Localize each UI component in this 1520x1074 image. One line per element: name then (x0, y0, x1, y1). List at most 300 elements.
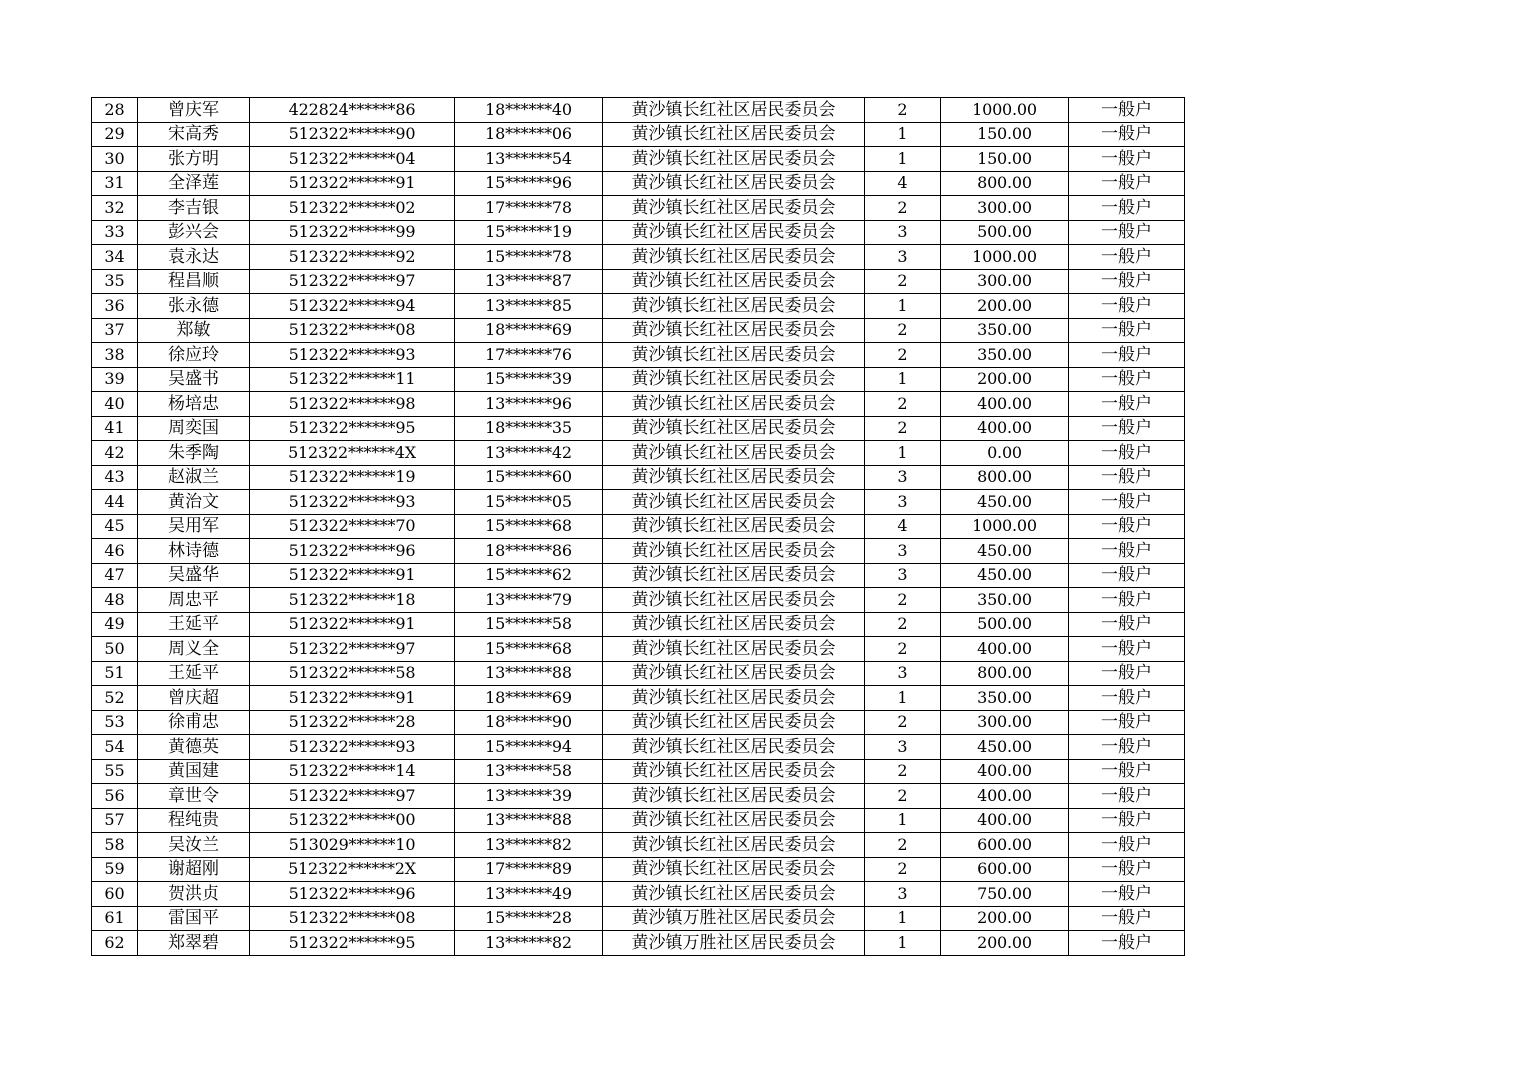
table-row (92, 392, 1185, 417)
table-row (92, 196, 1185, 221)
cell-row-number: 62 (92, 931, 138, 956)
cell-persons: 3 (865, 220, 941, 245)
cell-household-type: 一般户 (1069, 612, 1185, 637)
cell-row-number: 34 (92, 245, 138, 270)
cell-name: 周义全 (138, 637, 250, 662)
cell-id-number: 512322******58 (250, 661, 455, 686)
cell-name: 吴汝兰 (138, 833, 250, 858)
table-row (92, 220, 1185, 245)
cell-row-number: 33 (92, 220, 138, 245)
cell-household-type: 一般户 (1069, 367, 1185, 392)
cell-amount: 450.00 (941, 735, 1069, 760)
table-row (92, 784, 1185, 809)
cell-id-number: 512322******11 (250, 367, 455, 392)
cell-amount: 300.00 (941, 710, 1069, 735)
cell-name: 张方明 (138, 147, 250, 172)
cell-name: 程纯贵 (138, 808, 250, 833)
cell-id-number: 512322******91 (250, 563, 455, 588)
cell-phone: 15******68 (455, 637, 603, 662)
cell-id-number: 512322******93 (250, 490, 455, 515)
cell-household-type: 一般户 (1069, 906, 1185, 931)
cell-id-number: 512322******14 (250, 759, 455, 784)
cell-persons: 2 (865, 416, 941, 441)
cell-name: 王延平 (138, 612, 250, 637)
table-row (92, 465, 1185, 490)
cell-unit: 黄沙镇长红社区居民委员会 (603, 514, 865, 539)
cell-amount: 800.00 (941, 465, 1069, 490)
cell-persons: 2 (865, 759, 941, 784)
cell-name: 郑敏 (138, 318, 250, 343)
cell-unit: 黄沙镇长红社区居民委员会 (603, 784, 865, 809)
cell-phone: 13******79 (455, 588, 603, 613)
cell-id-number: 512322******95 (250, 416, 455, 441)
cell-phone: 18******86 (455, 539, 603, 564)
cell-persons: 1 (865, 906, 941, 931)
table-row (92, 416, 1185, 441)
cell-persons: 1 (865, 294, 941, 319)
cell-household-type: 一般户 (1069, 318, 1185, 343)
cell-amount: 400.00 (941, 416, 1069, 441)
cell-amount: 350.00 (941, 588, 1069, 613)
cell-amount: 400.00 (941, 392, 1069, 417)
table-row (92, 441, 1185, 466)
cell-phone: 13******96 (455, 392, 603, 417)
cell-persons: 2 (865, 637, 941, 662)
cell-id-number: 512322******4X (250, 441, 455, 466)
cell-id-number: 512322******94 (250, 294, 455, 319)
cell-name: 杨培忠 (138, 392, 250, 417)
cell-row-number: 60 (92, 882, 138, 907)
cell-name: 贺洪贞 (138, 882, 250, 907)
cell-persons: 1 (865, 808, 941, 833)
cell-persons: 3 (865, 465, 941, 490)
table-row (92, 833, 1185, 858)
cell-name: 周忠平 (138, 588, 250, 613)
cell-household-type: 一般户 (1069, 857, 1185, 882)
cell-persons: 2 (865, 588, 941, 613)
cell-persons: 4 (865, 171, 941, 196)
cell-amount: 500.00 (941, 612, 1069, 637)
cell-id-number: 512322******99 (250, 220, 455, 245)
cell-household-type: 一般户 (1069, 220, 1185, 245)
cell-persons: 3 (865, 245, 941, 270)
cell-row-number: 61 (92, 906, 138, 931)
cell-unit: 黄沙镇长红社区居民委员会 (603, 122, 865, 147)
cell-name: 谢超刚 (138, 857, 250, 882)
cell-name: 袁永达 (138, 245, 250, 270)
cell-persons: 2 (865, 612, 941, 637)
cell-phone: 17******89 (455, 857, 603, 882)
cell-unit: 黄沙镇长红社区居民委员会 (603, 220, 865, 245)
cell-household-type: 一般户 (1069, 931, 1185, 956)
table-row (92, 857, 1185, 882)
table-row (92, 269, 1185, 294)
cell-phone: 15******58 (455, 612, 603, 637)
cell-unit: 黄沙镇长红社区居民委员会 (603, 318, 865, 343)
cell-phone: 15******39 (455, 367, 603, 392)
table-row (92, 318, 1185, 343)
table-row (92, 612, 1185, 637)
cell-row-number: 51 (92, 661, 138, 686)
cell-phone: 15******94 (455, 735, 603, 760)
cell-amount: 800.00 (941, 171, 1069, 196)
cell-persons: 4 (865, 514, 941, 539)
cell-id-number: 512322******04 (250, 147, 455, 172)
table-row (92, 98, 1185, 123)
cell-amount: 300.00 (941, 196, 1069, 221)
table-row (92, 759, 1185, 784)
cell-id-number: 512322******93 (250, 735, 455, 760)
cell-id-number: 512322******90 (250, 122, 455, 147)
household-table (91, 97, 1185, 956)
table-row (92, 294, 1185, 319)
cell-unit: 黄沙镇长红社区居民委员会 (603, 196, 865, 221)
cell-row-number: 28 (92, 98, 138, 123)
cell-row-number: 37 (92, 318, 138, 343)
cell-row-number: 31 (92, 171, 138, 196)
cell-household-type: 一般户 (1069, 122, 1185, 147)
cell-household-type: 一般户 (1069, 441, 1185, 466)
cell-amount: 200.00 (941, 931, 1069, 956)
cell-name: 郑翠碧 (138, 931, 250, 956)
cell-id-number: 512322******28 (250, 710, 455, 735)
cell-amount: 350.00 (941, 686, 1069, 711)
cell-name: 吴盛华 (138, 563, 250, 588)
cell-household-type: 一般户 (1069, 882, 1185, 907)
cell-phone: 13******87 (455, 269, 603, 294)
table-row (92, 882, 1185, 907)
cell-unit: 黄沙镇长红社区居民委员会 (603, 490, 865, 515)
cell-unit: 黄沙镇长红社区居民委员会 (603, 563, 865, 588)
table-row (92, 490, 1185, 515)
cell-name: 吴用军 (138, 514, 250, 539)
cell-id-number: 512322******70 (250, 514, 455, 539)
cell-unit: 黄沙镇长红社区居民委员会 (603, 882, 865, 907)
cell-unit: 黄沙镇长红社区居民委员会 (603, 245, 865, 270)
cell-persons: 3 (865, 539, 941, 564)
cell-persons: 2 (865, 269, 941, 294)
cell-unit: 黄沙镇长红社区居民委员会 (603, 98, 865, 123)
cell-household-type: 一般户 (1069, 294, 1185, 319)
cell-name: 程昌顺 (138, 269, 250, 294)
cell-phone: 17******78 (455, 196, 603, 221)
table-row (92, 710, 1185, 735)
cell-name: 王延平 (138, 661, 250, 686)
cell-persons: 2 (865, 710, 941, 735)
cell-unit: 黄沙镇长红社区居民委员会 (603, 759, 865, 784)
cell-phone: 18******90 (455, 710, 603, 735)
cell-amount: 400.00 (941, 637, 1069, 662)
table-row (92, 808, 1185, 833)
cell-amount: 450.00 (941, 563, 1069, 588)
table-row (92, 906, 1185, 931)
cell-household-type: 一般户 (1069, 269, 1185, 294)
table-row (92, 661, 1185, 686)
cell-row-number: 53 (92, 710, 138, 735)
cell-unit: 黄沙镇长红社区居民委员会 (603, 857, 865, 882)
cell-amount: 400.00 (941, 808, 1069, 833)
cell-household-type: 一般户 (1069, 759, 1185, 784)
cell-name: 彭兴会 (138, 220, 250, 245)
cell-phone: 18******06 (455, 122, 603, 147)
cell-persons: 2 (865, 392, 941, 417)
cell-household-type: 一般户 (1069, 710, 1185, 735)
cell-id-number: 512322******97 (250, 784, 455, 809)
cell-name: 吴盛书 (138, 367, 250, 392)
cell-name: 黄治文 (138, 490, 250, 515)
cell-name: 林诗德 (138, 539, 250, 564)
cell-row-number: 54 (92, 735, 138, 760)
cell-persons: 2 (865, 857, 941, 882)
cell-unit: 黄沙镇长红社区居民委员会 (603, 686, 865, 711)
cell-amount: 1000.00 (941, 98, 1069, 123)
cell-row-number: 29 (92, 122, 138, 147)
table-row (92, 637, 1185, 662)
cell-name: 周奕国 (138, 416, 250, 441)
cell-row-number: 44 (92, 490, 138, 515)
cell-amount: 450.00 (941, 539, 1069, 564)
cell-persons: 2 (865, 343, 941, 368)
cell-phone: 13******82 (455, 833, 603, 858)
cell-amount: 350.00 (941, 318, 1069, 343)
cell-phone: 15******05 (455, 490, 603, 515)
cell-phone: 13******88 (455, 808, 603, 833)
cell-phone: 18******40 (455, 98, 603, 123)
cell-id-number: 512322******96 (250, 539, 455, 564)
cell-phone: 18******69 (455, 686, 603, 711)
cell-row-number: 36 (92, 294, 138, 319)
cell-unit: 黄沙镇长红社区居民委员会 (603, 710, 865, 735)
cell-row-number: 42 (92, 441, 138, 466)
cell-persons: 2 (865, 784, 941, 809)
cell-row-number: 45 (92, 514, 138, 539)
table-row (92, 122, 1185, 147)
cell-unit: 黄沙镇长红社区居民委员会 (603, 465, 865, 490)
table-row (92, 735, 1185, 760)
cell-row-number: 38 (92, 343, 138, 368)
cell-household-type: 一般户 (1069, 833, 1185, 858)
cell-row-number: 32 (92, 196, 138, 221)
cell-name: 黄国建 (138, 759, 250, 784)
cell-id-number: 512322******08 (250, 318, 455, 343)
cell-phone: 15******62 (455, 563, 603, 588)
cell-household-type: 一般户 (1069, 416, 1185, 441)
table-row (92, 245, 1185, 270)
cell-id-number: 512322******93 (250, 343, 455, 368)
cell-name: 曾庆超 (138, 686, 250, 711)
cell-persons: 1 (865, 931, 941, 956)
cell-persons: 2 (865, 98, 941, 123)
cell-name: 雷国平 (138, 906, 250, 931)
cell-id-number: 512322******91 (250, 612, 455, 637)
table-row (92, 367, 1185, 392)
cell-household-type: 一般户 (1069, 563, 1185, 588)
cell-household-type: 一般户 (1069, 465, 1185, 490)
cell-amount: 800.00 (941, 661, 1069, 686)
cell-name: 宋高秀 (138, 122, 250, 147)
cell-id-number: 512322******91 (250, 686, 455, 711)
cell-phone: 15******60 (455, 465, 603, 490)
cell-phone: 18******69 (455, 318, 603, 343)
cell-household-type: 一般户 (1069, 196, 1185, 221)
cell-persons: 3 (865, 490, 941, 515)
cell-unit: 黄沙镇长红社区居民委员会 (603, 808, 865, 833)
cell-name: 徐甫忠 (138, 710, 250, 735)
cell-amount: 200.00 (941, 906, 1069, 931)
cell-id-number: 512322******08 (250, 906, 455, 931)
cell-unit: 黄沙镇长红社区居民委员会 (603, 416, 865, 441)
cell-row-number: 55 (92, 759, 138, 784)
table-body (92, 98, 1185, 956)
cell-household-type: 一般户 (1069, 98, 1185, 123)
table-row (92, 171, 1185, 196)
cell-id-number: 512322******02 (250, 196, 455, 221)
cell-amount: 600.00 (941, 857, 1069, 882)
cell-phone: 13******54 (455, 147, 603, 172)
cell-id-number: 512322******97 (250, 637, 455, 662)
cell-phone: 15******28 (455, 906, 603, 931)
cell-unit: 黄沙镇长红社区居民委员会 (603, 171, 865, 196)
cell-row-number: 50 (92, 637, 138, 662)
cell-persons: 1 (865, 367, 941, 392)
cell-phone: 13******42 (455, 441, 603, 466)
cell-amount: 450.00 (941, 490, 1069, 515)
cell-row-number: 57 (92, 808, 138, 833)
cell-persons: 2 (865, 833, 941, 858)
cell-unit: 黄沙镇长红社区居民委员会 (603, 441, 865, 466)
table-row (92, 588, 1185, 613)
cell-phone: 13******49 (455, 882, 603, 907)
cell-household-type: 一般户 (1069, 514, 1185, 539)
cell-amount: 1000.00 (941, 514, 1069, 539)
cell-id-number: 512322******19 (250, 465, 455, 490)
table-row (92, 343, 1185, 368)
cell-household-type: 一般户 (1069, 661, 1185, 686)
cell-phone: 13******39 (455, 784, 603, 809)
cell-household-type: 一般户 (1069, 735, 1185, 760)
cell-phone: 13******88 (455, 661, 603, 686)
cell-unit: 黄沙镇万胜社区居民委员会 (603, 931, 865, 956)
cell-amount: 150.00 (941, 122, 1069, 147)
cell-name: 朱季陶 (138, 441, 250, 466)
cell-household-type: 一般户 (1069, 490, 1185, 515)
cell-row-number: 40 (92, 392, 138, 417)
cell-name: 全泽莲 (138, 171, 250, 196)
cell-amount: 400.00 (941, 784, 1069, 809)
cell-amount: 300.00 (941, 269, 1069, 294)
table-row (92, 686, 1185, 711)
cell-unit: 黄沙镇长红社区居民委员会 (603, 661, 865, 686)
cell-persons: 1 (865, 147, 941, 172)
cell-unit: 黄沙镇长红社区居民委员会 (603, 269, 865, 294)
cell-persons: 1 (865, 686, 941, 711)
cell-persons: 1 (865, 441, 941, 466)
cell-name: 赵淑兰 (138, 465, 250, 490)
cell-id-number: 513029******10 (250, 833, 455, 858)
cell-persons: 3 (865, 735, 941, 760)
cell-id-number: 512322******91 (250, 171, 455, 196)
cell-row-number: 46 (92, 539, 138, 564)
cell-household-type: 一般户 (1069, 539, 1185, 564)
cell-phone: 13******85 (455, 294, 603, 319)
cell-phone: 15******68 (455, 514, 603, 539)
cell-id-number: 512322******96 (250, 882, 455, 907)
cell-row-number: 59 (92, 857, 138, 882)
cell-unit: 黄沙镇长红社区居民委员会 (603, 612, 865, 637)
cell-name: 章世令 (138, 784, 250, 809)
cell-unit: 黄沙镇长红社区居民委员会 (603, 833, 865, 858)
cell-name: 李吉银 (138, 196, 250, 221)
cell-unit: 黄沙镇长红社区居民委员会 (603, 735, 865, 760)
cell-amount: 750.00 (941, 882, 1069, 907)
cell-phone: 18******35 (455, 416, 603, 441)
cell-persons: 3 (865, 661, 941, 686)
cell-amount: 0.00 (941, 441, 1069, 466)
cell-amount: 200.00 (941, 294, 1069, 319)
cell-unit: 黄沙镇长红社区居民委员会 (603, 392, 865, 417)
cell-id-number: 512322******95 (250, 931, 455, 956)
cell-amount: 150.00 (941, 147, 1069, 172)
cell-id-number: 512322******92 (250, 245, 455, 270)
cell-phone: 17******76 (455, 343, 603, 368)
cell-row-number: 39 (92, 367, 138, 392)
cell-persons: 1 (865, 122, 941, 147)
cell-unit: 黄沙镇长红社区居民委员会 (603, 588, 865, 613)
cell-unit: 黄沙镇长红社区居民委员会 (603, 539, 865, 564)
cell-unit: 黄沙镇长红社区居民委员会 (603, 367, 865, 392)
cell-phone: 15******96 (455, 171, 603, 196)
cell-unit: 黄沙镇万胜社区居民委员会 (603, 906, 865, 931)
cell-household-type: 一般户 (1069, 784, 1185, 809)
table-row (92, 539, 1185, 564)
cell-row-number: 41 (92, 416, 138, 441)
cell-unit: 黄沙镇长红社区居民委员会 (603, 147, 865, 172)
cell-row-number: 56 (92, 784, 138, 809)
cell-household-type: 一般户 (1069, 637, 1185, 662)
cell-row-number: 52 (92, 686, 138, 711)
cell-household-type: 一般户 (1069, 686, 1185, 711)
cell-phone: 13******58 (455, 759, 603, 784)
table-row (92, 563, 1185, 588)
cell-row-number: 30 (92, 147, 138, 172)
table-row (92, 147, 1185, 172)
cell-id-number: 512322******2X (250, 857, 455, 882)
cell-unit: 黄沙镇长红社区居民委员会 (603, 343, 865, 368)
cell-amount: 500.00 (941, 220, 1069, 245)
cell-row-number: 35 (92, 269, 138, 294)
cell-amount: 200.00 (941, 367, 1069, 392)
cell-row-number: 49 (92, 612, 138, 637)
cell-amount: 600.00 (941, 833, 1069, 858)
cell-id-number: 512322******18 (250, 588, 455, 613)
cell-household-type: 一般户 (1069, 808, 1185, 833)
cell-name: 张永德 (138, 294, 250, 319)
cell-row-number: 48 (92, 588, 138, 613)
cell-row-number: 47 (92, 563, 138, 588)
cell-household-type: 一般户 (1069, 392, 1185, 417)
cell-amount: 400.00 (941, 759, 1069, 784)
cell-household-type: 一般户 (1069, 245, 1185, 270)
cell-id-number: 422824******86 (250, 98, 455, 123)
cell-persons: 2 (865, 318, 941, 343)
cell-id-number: 512322******00 (250, 808, 455, 833)
cell-row-number: 43 (92, 465, 138, 490)
table-row (92, 514, 1185, 539)
cell-persons: 3 (865, 882, 941, 907)
cell-household-type: 一般户 (1069, 588, 1185, 613)
cell-name: 徐应玲 (138, 343, 250, 368)
cell-id-number: 512322******97 (250, 269, 455, 294)
